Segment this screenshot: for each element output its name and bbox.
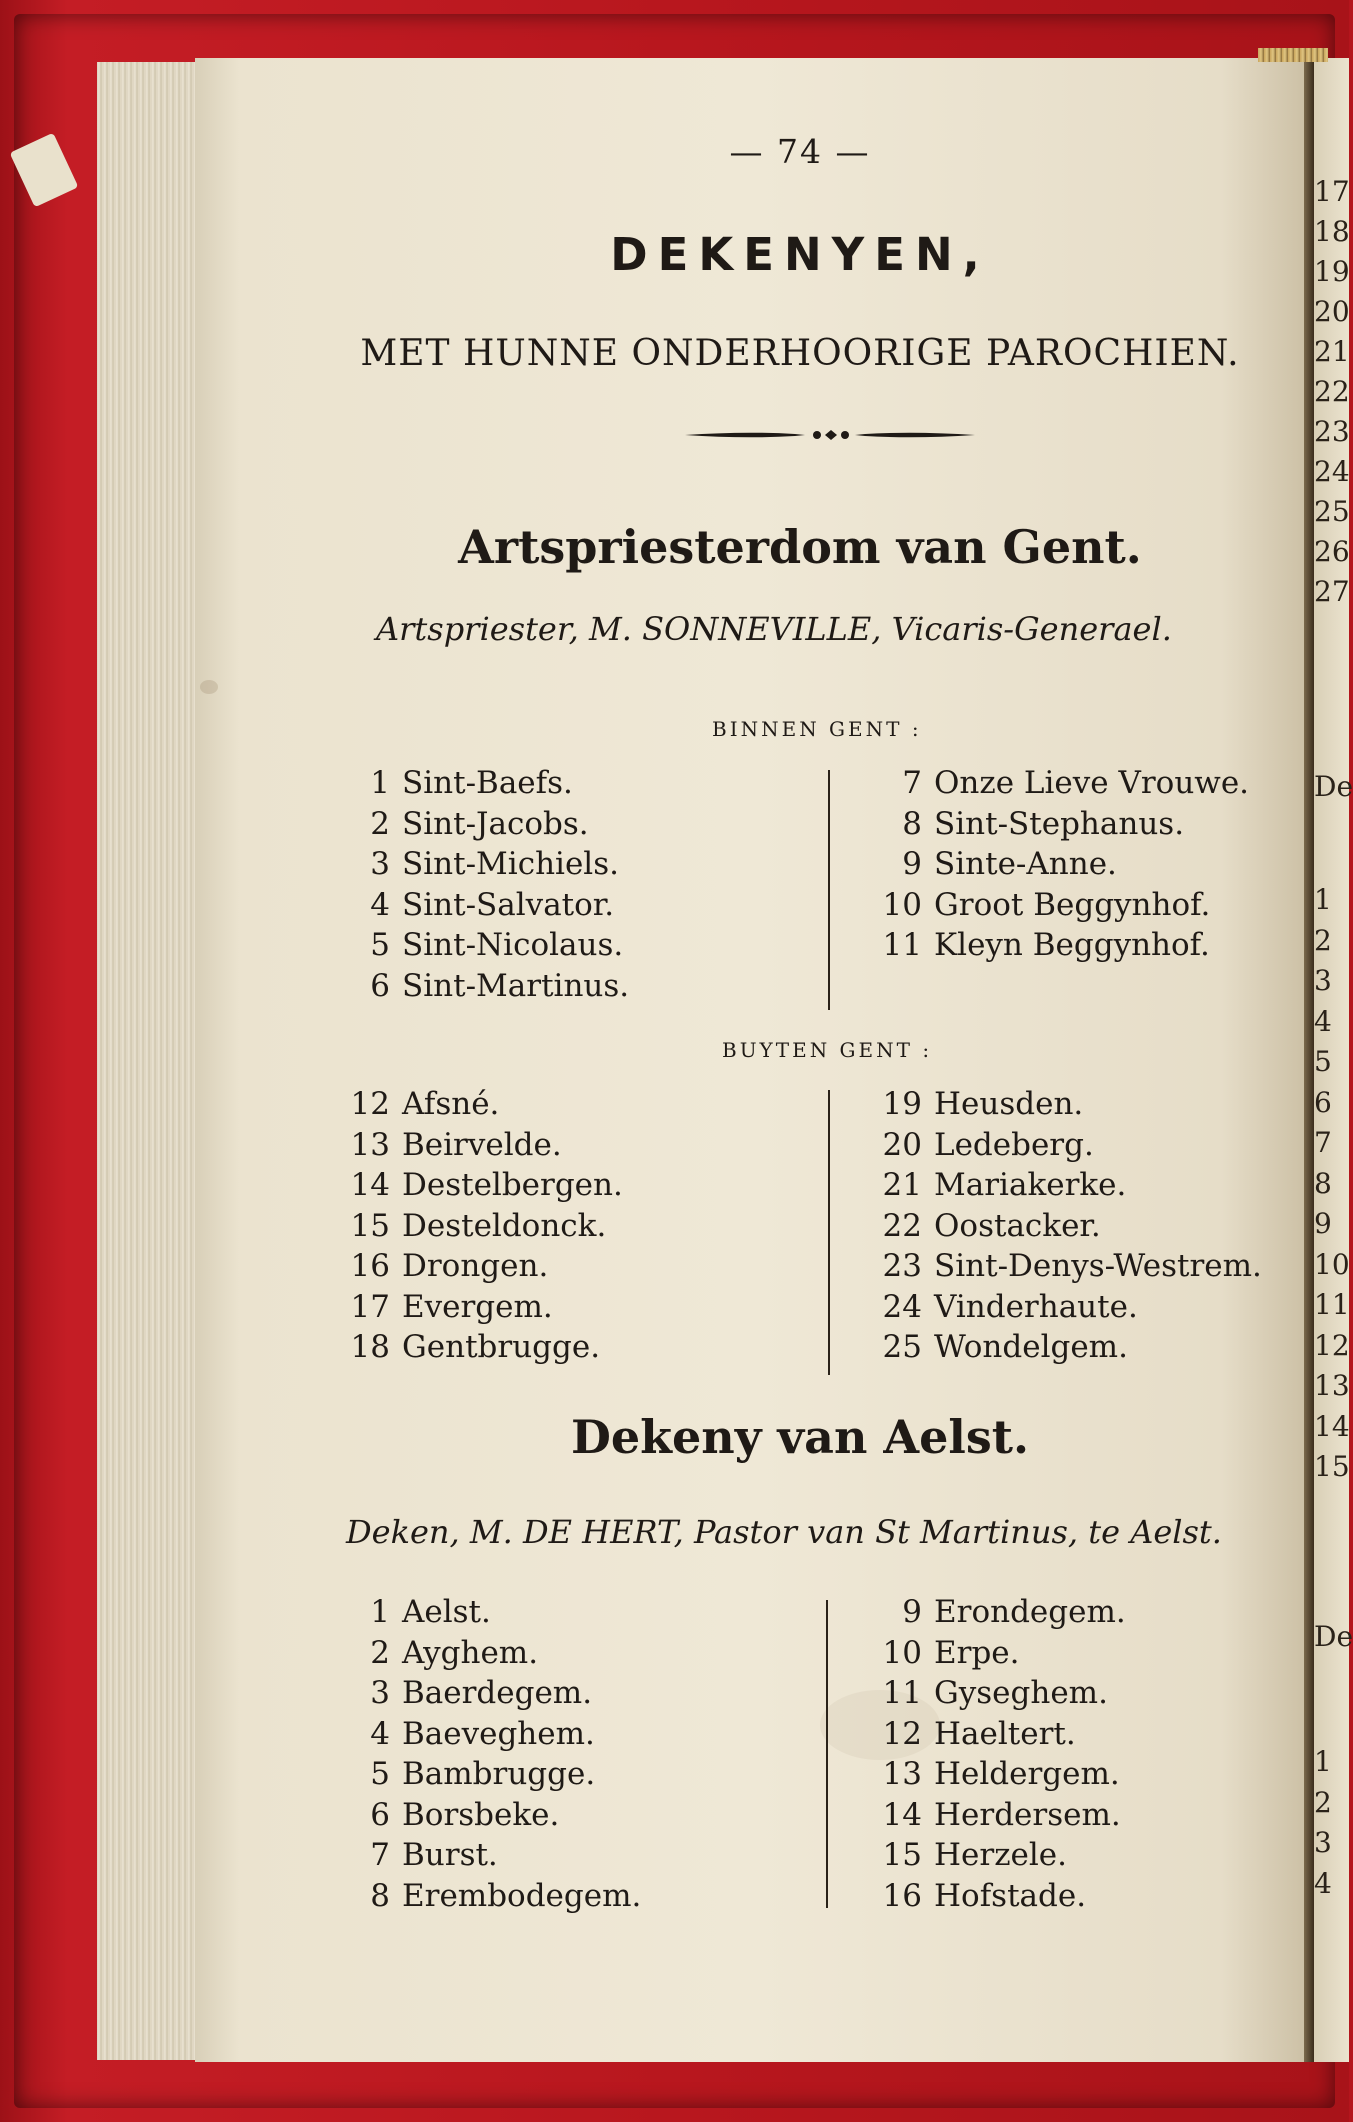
parish-name: Herzele. [934, 1837, 1067, 1873]
officer-gent: Artspriester, M. SONNEVILLE, Vicaris-Generael. [376, 610, 1172, 648]
parish-entry [860, 1592, 1126, 1633]
parish-entry [346, 1673, 641, 1714]
aelst-right-list [860, 1592, 1126, 1916]
facing-page-fragment: 19 [1314, 255, 1350, 288]
facing-page-fragment: 3 [1314, 964, 1332, 997]
buyten-right-list [860, 1084, 1262, 1368]
parish-number: 22 [882, 1207, 922, 1244]
page-stack-edge [97, 62, 209, 2060]
parish-entry [860, 925, 1249, 966]
facing-page-fragment: 21 [1314, 335, 1350, 368]
parish-number: 9 [902, 846, 922, 882]
parish-number: 11 [882, 1675, 922, 1711]
parish-number: 2 [370, 1634, 390, 1671]
facing-page-fragment: 17 [1314, 175, 1350, 208]
column-divider [826, 1600, 828, 1908]
facing-page-fragment: 3 [1314, 1826, 1332, 1859]
parish-name: Destelbergen. [402, 1167, 623, 1203]
parish-name: Burst. [402, 1837, 498, 1873]
parish-entry [860, 1714, 1126, 1755]
parish-name: Afsné. [402, 1086, 500, 1122]
parish-name: Ledeberg. [934, 1126, 1094, 1163]
column-divider [828, 1090, 830, 1375]
parish-number: 6 [370, 1796, 390, 1833]
parish-name: Bambrugge. [402, 1756, 596, 1792]
parish-number: 10 [882, 886, 922, 923]
facing-page-fragment: 2 [1314, 1785, 1332, 1819]
parish-name: Beirvelde. [402, 1126, 562, 1163]
parish-number: 8 [370, 1877, 390, 1914]
parish-entry [346, 925, 629, 966]
parish-name: Desteldonck. [402, 1207, 607, 1244]
parish-number: 25 [882, 1329, 922, 1365]
facing-page-fragment: 25 [1314, 495, 1350, 528]
parish-name: Sint-Denys-Westrem. [934, 1248, 1262, 1284]
parish-number: 15 [882, 1837, 922, 1873]
parish-entry [346, 1084, 623, 1125]
parish-entry [860, 763, 1249, 804]
facing-page-fragment: 20 [1314, 295, 1350, 328]
parish-name: Sinte-Anne. [934, 846, 1117, 882]
parish-entry [346, 1754, 641, 1795]
parish-entry [860, 1754, 1126, 1795]
parish-number: 21 [882, 1167, 922, 1203]
facing-page-fragment: 9 [1314, 1207, 1332, 1240]
parish-number: 14 [350, 1167, 390, 1203]
parish-entry [860, 1165, 1262, 1206]
parish-number: 12 [882, 1715, 922, 1752]
parish-name: Heldergem. [934, 1756, 1120, 1792]
facing-page-fragment: 7 [1314, 1126, 1332, 1159]
parish-name: Heusden. [934, 1086, 1084, 1122]
parish-entry [860, 844, 1249, 885]
parish-name: Herdersem. [934, 1796, 1121, 1833]
facing-page-fragment: De [1314, 1620, 1353, 1653]
parish-name: Kleyn Beggynhof. [934, 927, 1210, 963]
facing-page-fragment: 24 [1314, 455, 1350, 488]
parish-name: Vinderhaute. [934, 1288, 1138, 1325]
facing-page-fragment: 4 [1314, 1004, 1332, 1038]
parish-entry [346, 1592, 641, 1633]
parish-entry [346, 1714, 641, 1755]
section-heading-gent: Artspriesterdom van Gent. [458, 520, 1142, 574]
parish-entry [860, 885, 1249, 926]
section-heading-aelst: Dekeny van Aelst. [570, 1410, 1030, 1464]
facing-page-fragment: 22 [1314, 375, 1350, 408]
binding-headband [1258, 48, 1328, 62]
parish-name: Onze Lieve Vrouwe. [934, 765, 1250, 801]
parish-entry [346, 1125, 623, 1166]
parish-name: Wondelgem. [934, 1329, 1128, 1365]
parish-name: Oostacker. [934, 1207, 1101, 1244]
aelst-left-list [346, 1592, 641, 1916]
parish-name: Sint-Nicolaus. [402, 927, 624, 963]
parish-entry [860, 1795, 1126, 1836]
parish-entry [346, 1633, 641, 1674]
parish-name: Erpe. [934, 1634, 1020, 1671]
parish-entry [346, 1876, 641, 1917]
parish-number: 11 [882, 927, 922, 963]
parish-name: Drongen. [402, 1248, 549, 1284]
column-divider [828, 770, 830, 1010]
parish-name: Gyseghem. [934, 1675, 1108, 1711]
page-subtitle: MET HUNNE ONDERHOORIGE PAROCHIEN. [360, 333, 1240, 374]
facing-page-fragment: 27 [1314, 575, 1350, 608]
parish-number: 13 [882, 1756, 922, 1792]
parish-name: Gentbrugge. [402, 1329, 601, 1365]
parish-number: 17 [350, 1288, 390, 1325]
facing-page-fragment: 13 [1314, 1369, 1350, 1402]
parish-entry [346, 804, 629, 845]
parish-entry [860, 1206, 1262, 1247]
parish-number: 20 [882, 1126, 922, 1163]
parish-name: Sint-Jacobs. [402, 805, 589, 842]
parish-number: 3 [370, 846, 390, 882]
parish-entry [860, 1876, 1126, 1917]
parish-name: Sint-Michiels. [402, 846, 619, 882]
parish-number: 24 [882, 1288, 922, 1325]
facing-page-fragment: 5 [1314, 1045, 1332, 1078]
binnen-gent-label: BINNEN GENT : [712, 717, 922, 741]
parish-number: 8 [902, 805, 922, 842]
page-title: DEKENYEN, [610, 228, 990, 281]
parish-number: 14 [882, 1796, 922, 1833]
parish-name: Baerdegem. [402, 1675, 593, 1711]
parish-number: 4 [370, 886, 390, 923]
paper-stain [200, 680, 218, 694]
parish-name: Hofstade. [934, 1877, 1087, 1914]
binnen-right-list [860, 763, 1249, 966]
buyten-gent-label: BUYTEN GENT : [722, 1038, 933, 1062]
parish-number: 16 [350, 1248, 390, 1284]
parish-entry [860, 1287, 1262, 1328]
parish-number: 10 [882, 1634, 922, 1671]
parish-entry [346, 1165, 623, 1206]
parish-entry [860, 1327, 1262, 1368]
parish-number: 3 [370, 1675, 390, 1711]
facing-page-fragment: 23 [1314, 415, 1350, 448]
facing-page-fragment: 14 [1314, 1409, 1350, 1443]
facing-page-fragment: 18 [1314, 215, 1350, 248]
facing-page-fragment: 15 [1314, 1450, 1350, 1483]
parish-name: Baeveghem. [402, 1715, 595, 1752]
parish-name: Sint-Baefs. [402, 765, 573, 801]
parish-number: 12 [350, 1086, 390, 1122]
officer-aelst: Deken, M. DE HERT, Pastor van St Martinus, te Aelst. [346, 1513, 1222, 1551]
parish-entry [860, 1084, 1262, 1125]
facing-page-fragment: 8 [1314, 1166, 1332, 1200]
facing-page-fragment: 2 [1314, 923, 1332, 957]
parish-name: Erondegem. [934, 1594, 1126, 1630]
parish-entry [860, 1246, 1262, 1287]
parish-entry [346, 763, 629, 804]
parish-number: 13 [350, 1126, 390, 1163]
page-number: — 74 — [729, 132, 871, 171]
parish-name: Borsbeke. [402, 1796, 560, 1833]
parish-number: 7 [370, 1837, 390, 1873]
parish-number: 4 [370, 1715, 390, 1752]
parish-name: Mariakerke. [934, 1167, 1127, 1203]
parish-entry [346, 1287, 623, 1328]
parish-number: 19 [882, 1086, 922, 1122]
parish-name: Sint-Salvator. [402, 886, 615, 923]
parish-entry [346, 1835, 641, 1876]
parish-entry [860, 1673, 1126, 1714]
parish-number: 2 [370, 805, 390, 842]
parish-entry [860, 1125, 1262, 1166]
parish-number: 23 [882, 1248, 922, 1284]
parish-entry [860, 1633, 1126, 1674]
parish-number: 18 [350, 1329, 390, 1365]
parish-number: 7 [902, 765, 922, 801]
parish-entry [346, 1206, 623, 1247]
parish-number: 1 [370, 1594, 390, 1630]
facing-page-fragment: 1 [1314, 1745, 1332, 1778]
parish-entry [346, 1327, 623, 1368]
parish-entry [346, 844, 629, 885]
parish-number: 9 [902, 1594, 922, 1630]
facing-page-fragment: 12 [1314, 1328, 1350, 1362]
facing-page-fragment: 1 [1314, 883, 1332, 916]
parish-name: Evergem. [402, 1288, 553, 1325]
facing-page-fragment: 6 [1314, 1085, 1332, 1119]
parish-number: 5 [370, 927, 390, 963]
book-gutter [1304, 58, 1314, 2062]
facing-page-fragment: 10 [1314, 1247, 1350, 1281]
buyten-left-list [346, 1084, 623, 1368]
parish-number: 6 [370, 967, 390, 1004]
parish-name: Groot Beggynhof. [934, 886, 1211, 923]
parish-name: Haeltert. [934, 1715, 1076, 1752]
parish-number: 15 [350, 1207, 390, 1244]
parish-number: 1 [370, 765, 390, 801]
parish-name: Erembodegem. [402, 1877, 642, 1914]
parish-number: 5 [370, 1756, 390, 1792]
facing-page-fragment: 26 [1314, 535, 1350, 568]
parish-entry [346, 1246, 623, 1287]
parish-entry [346, 1795, 641, 1836]
parish-name: Aelst. [402, 1594, 491, 1630]
binnen-left-list [346, 763, 629, 1006]
parish-name: Sint-Martinus. [402, 967, 630, 1004]
facing-page-fragment: De [1314, 770, 1353, 803]
parish-name: Sint-Stephanus. [934, 805, 1185, 842]
facing-page-fragment: 11 [1314, 1288, 1350, 1321]
parish-entry [346, 885, 629, 926]
parish-number: 16 [882, 1877, 922, 1914]
facing-page-fragment: 4 [1314, 1866, 1332, 1900]
parish-entry [860, 804, 1249, 845]
parish-entry [346, 966, 629, 1007]
parish-entry [860, 1835, 1126, 1876]
parish-name: Ayghem. [402, 1634, 539, 1671]
ornament-divider [685, 425, 975, 445]
